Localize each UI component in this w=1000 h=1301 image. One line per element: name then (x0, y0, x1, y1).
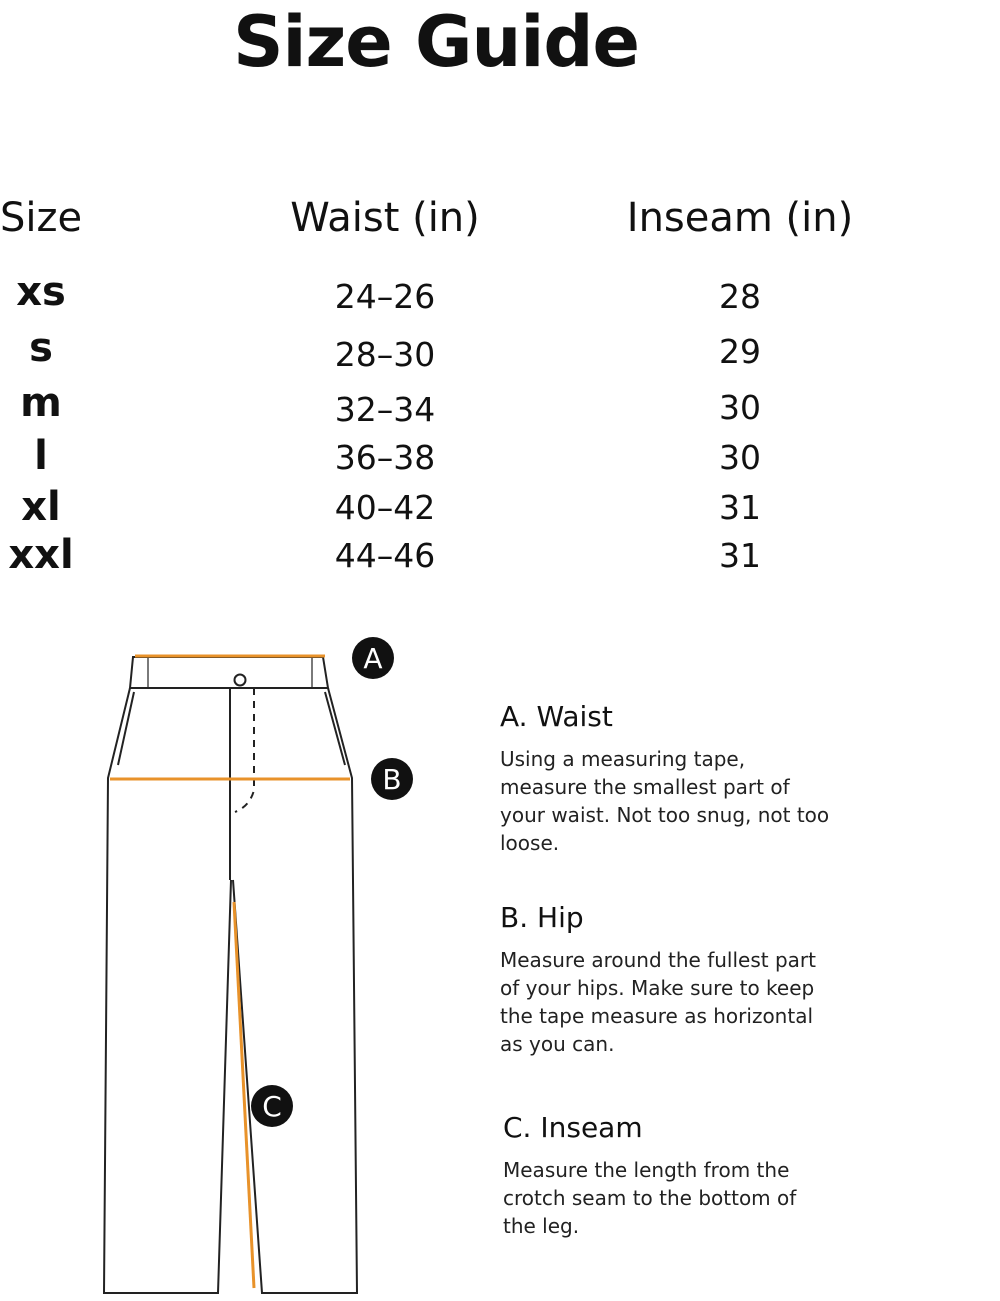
row-m-waist: 32–34 (334, 390, 436, 429)
row-xs-inseam: 28 (719, 277, 761, 316)
waistband-outline (130, 657, 328, 688)
row-s-size: s (29, 325, 53, 371)
row-s-waist: 28–30 (334, 335, 436, 374)
row-xxl-waist: 44–46 (334, 536, 436, 575)
row-m-size: m (20, 380, 62, 426)
step-waist (500, 699, 830, 857)
header-inseam: Inseam (in) (626, 195, 854, 241)
row-xs-waist: 24–26 (334, 277, 436, 316)
step-inseam-title: C. Inseam (503, 1111, 643, 1144)
measure-line-inseam (234, 902, 254, 1288)
marker-b (371, 758, 413, 800)
marker-a-label: A (363, 642, 383, 675)
row-xs-size: xs (16, 269, 66, 315)
step-hip-title: B. Hip (500, 901, 584, 934)
header-waist: Waist (in) (290, 195, 480, 241)
right-pocket (325, 692, 345, 765)
button-icon (235, 675, 246, 686)
marker-b-label: B (382, 763, 402, 796)
row-xxl-size: xxl (8, 532, 74, 578)
row-xl-inseam: 31 (719, 488, 761, 527)
row-m-inseam: 30 (719, 388, 761, 427)
step-hip (500, 900, 830, 1058)
row-l-inseam: 30 (719, 438, 761, 477)
marker-a (352, 637, 394, 679)
fly-stitch (235, 688, 254, 812)
pants-diagram (95, 632, 415, 1301)
row-xl-waist: 40–42 (334, 488, 436, 527)
step-inseam-text: Measure the length from the crotch seam to the bottom of the leg. (503, 1158, 797, 1238)
marker-c-label: C (262, 1090, 282, 1123)
markers (251, 637, 413, 1127)
header-size: Size (0, 195, 83, 241)
row-xxl-inseam: 31 (719, 536, 761, 575)
step-waist-title: A. Waist (500, 700, 613, 733)
row-l-size: l (34, 433, 48, 479)
marker-c (251, 1085, 293, 1127)
step-hip-text: Measure around the fullest part of your hips. Make sure to keep the tape measure as horizontal as you can. (500, 948, 816, 1056)
row-xl-size: xl (21, 484, 61, 530)
step-waist-text: Using a measuring tape, measure the smallest part of your waist. Not too snug, not too loose. (500, 747, 830, 855)
row-s-inseam: 29 (719, 332, 761, 371)
step-inseam (503, 1110, 833, 1240)
row-l-waist: 36–38 (334, 438, 436, 477)
page-title: Size Guide (233, 1, 639, 83)
belt-loops (148, 657, 312, 688)
